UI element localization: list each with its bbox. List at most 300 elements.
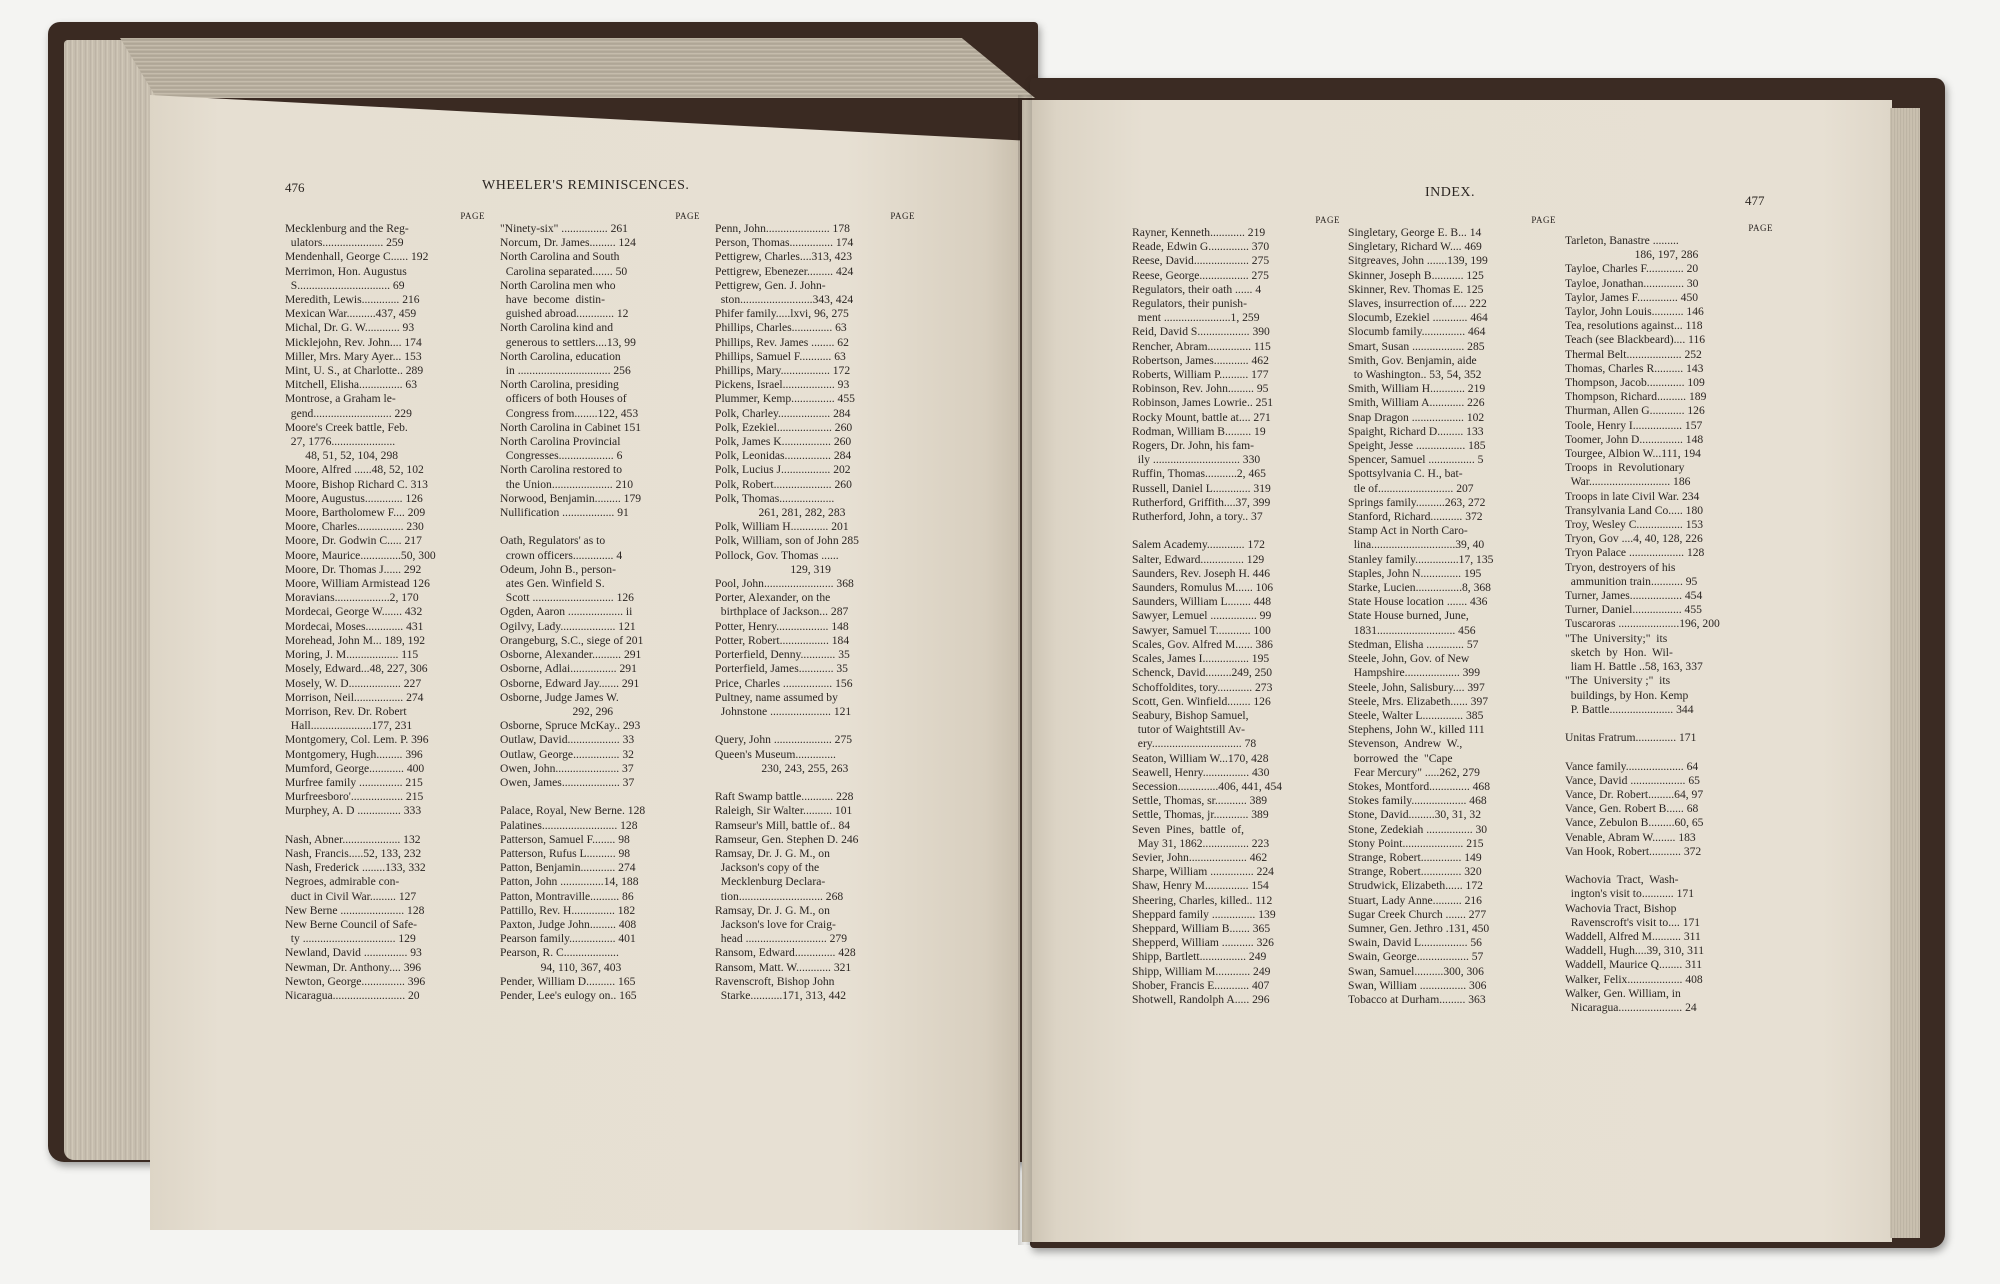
- index-entry: Murfreesboro'.................. 215: [285, 790, 424, 804]
- index-entry: Sevier, John.................... 462: [1132, 850, 1268, 864]
- index-entry: Mumford, George............ 400: [285, 761, 425, 775]
- index-entry: Pickens, Israel.................. 93: [715, 378, 850, 392]
- index-entry: Skinner, Joseph B........... 125: [1348, 268, 1484, 282]
- index-entry: Singletary, George E. B... 14: [1348, 226, 1482, 239]
- index-entry: Vance, Gen. Robert B...... 68: [1565, 802, 1699, 816]
- index-entry: Stone, Zedekiah ................ 30: [1348, 822, 1488, 836]
- index-entry: Rencher, Abram............... 115: [1132, 339, 1271, 353]
- index-entry: Porterfield, Denny............ 35: [715, 648, 850, 662]
- index-entry: Starke...........171, 313, 442: [715, 988, 847, 1002]
- index-entry: [1565, 745, 1773, 759]
- index-entry: Murfree family ............... 215: [285, 775, 423, 789]
- index-entry: Sheppard family ............... 139: [1132, 907, 1276, 921]
- index-entry: Polk, William, son of John 285: [715, 534, 859, 548]
- index-entry: Smith, William A............ 226: [1348, 396, 1485, 410]
- index-entry: officers of both Houses of: [500, 392, 627, 406]
- index-entry: Van Hook, Robert........... 372: [1565, 844, 1702, 858]
- index-entry: Shipp, Bartlett................ 249: [1132, 950, 1267, 964]
- index-entry: Rutherford, John, a tory.. 37: [1132, 510, 1263, 524]
- right-page-edges: [1890, 108, 1920, 1238]
- index-entry: Rutherford, Griffith....37, 399: [1132, 495, 1271, 509]
- index-entry: Secession..............406, 441, 454: [1132, 779, 1283, 793]
- index-entry: Sawyer, Samuel T............ 100: [1132, 623, 1271, 637]
- index-entry: Regulators, their punish-: [1132, 297, 1247, 311]
- index-entry: Montgomery, Col. Lem. P. 396: [285, 733, 429, 747]
- index-entry: guished abroad............. 12: [500, 307, 629, 321]
- index-entry: [500, 520, 700, 534]
- index-entry: 129, 319: [715, 562, 831, 576]
- index-entry: Vance family.................... 64: [1565, 759, 1699, 773]
- index-entry: Nash, Abner.................... 132: [285, 832, 421, 846]
- top-page-edges: [120, 38, 1035, 98]
- index-entry: Vance, Zebulon B.........60, 65: [1565, 816, 1704, 830]
- index-entry: Seven Pines, battle of,: [1132, 822, 1245, 836]
- index-entry: Ruffin, Thomas...........2, 465: [1132, 467, 1266, 481]
- index-entry: Tobacco at Durham......... 363: [1348, 992, 1486, 1006]
- right-index-column-1: [1132, 214, 1340, 1007]
- index-entry: Steele, John, Gov. of New: [1348, 652, 1470, 666]
- index-entry: Strudwick, Elizabeth...... 172: [1348, 879, 1483, 893]
- index-entry: Patterson, Rufus L.......... 98: [500, 846, 631, 860]
- index-entry: Robinson, Rev. John......... 95: [1132, 382, 1269, 396]
- index-entry: New Berne ...................... 128: [285, 903, 425, 917]
- index-entry: Regulators, their oath ...... 4: [1132, 282, 1262, 296]
- index-entry: Seawell, Henry................ 430: [1132, 765, 1270, 779]
- index-entry: Stedman, Elisha ............. 57: [1348, 637, 1479, 651]
- index-entry: North Carolina Provincial: [500, 435, 621, 449]
- index-entry: Moore's Creek battle, Feb.: [285, 420, 408, 434]
- index-entry: Hall.....................177, 231: [285, 719, 413, 733]
- index-entry: Saunders, Romulus M...... 106: [1132, 581, 1274, 595]
- index-entry: Shaw, Henry M............... 154: [1132, 879, 1269, 893]
- index-entry: Moring, J. M.................. 115: [285, 648, 419, 662]
- index-entry: Palace, Royal, New Berne. 128: [500, 804, 646, 818]
- index-entry: Pultney, name assumed by: [715, 690, 838, 704]
- index-entry: Palatines.......................... 128: [500, 818, 638, 832]
- index-entry: North Carolina, presiding: [500, 378, 619, 392]
- index-entry: Patton, John ...............14, 188: [500, 875, 639, 889]
- index-entry: Transylvania Land Co..... 180: [1565, 503, 1704, 517]
- book-gutter: [1018, 95, 1032, 1245]
- page-column-header: PAGE: [460, 211, 485, 221]
- index-entry: Osborne, Spruce McKay.. 293: [500, 719, 641, 733]
- index-entry: ily .............................. 330: [1132, 453, 1261, 467]
- index-entry: Ramsay, Dr. J. G. M., on: [715, 846, 830, 860]
- index-entry: May 31, 1862................ 223: [1132, 836, 1270, 850]
- index-entry: Waddell, Maurice Q........ 311: [1565, 958, 1703, 972]
- index-entry: Porter, Alexander, on the: [715, 591, 831, 605]
- index-entry: Montrose, a Graham le-: [285, 392, 396, 406]
- index-entry: Moore, Charles................ 230: [285, 520, 424, 534]
- index-entry: gend........................... 229: [285, 406, 412, 420]
- index-entry: Murphey, A. D ............... 333: [285, 804, 422, 818]
- index-entry: buildings, by Hon. Kemp: [1565, 688, 1689, 702]
- index-entry: Hampshire................... 399: [1348, 666, 1481, 680]
- index-entry: Jackson's love for Craig-: [715, 917, 836, 931]
- index-entry: Saunders, William L........ 448: [1132, 595, 1272, 609]
- index-entry: Polk, James K................. 260: [715, 435, 852, 449]
- index-entry: Pettigrew, Charles....313, 423: [715, 250, 853, 264]
- index-entry: Polk, Leonidas................ 284: [715, 449, 852, 463]
- index-entry: Swan, William ................ 306: [1348, 978, 1487, 992]
- index-entry: Queen's Museum..............: [715, 747, 836, 761]
- index-entry: Mordecai, George W....... 432: [285, 605, 423, 619]
- index-entry: Troy, Wesley C................ 153: [1565, 518, 1704, 532]
- index-entry: Tea, resolutions against... 118: [1565, 319, 1703, 333]
- index-entry: Morehead, John M... 189, 192: [285, 633, 426, 647]
- index-entry: Sitgreaves, John .......139, 199: [1348, 254, 1488, 268]
- index-entry: Polk, William H............. 201: [715, 520, 849, 534]
- index-entry: Ransom, Matt. W............ 321: [715, 960, 852, 974]
- index-entry: Strange, Robert.............. 320: [1348, 865, 1482, 879]
- index-entry: Congresses................... 6: [500, 449, 623, 463]
- index-entry: Moore, Bishop Richard C. 313: [285, 477, 428, 491]
- index-entry: Osborne, Adlai................ 291: [500, 662, 637, 676]
- index-entry: Teach (see Blackbeard).... 116: [1565, 333, 1706, 347]
- index-entry: tle of.......................... 207: [1348, 481, 1474, 495]
- index-entry: lina.............................39, 40: [1348, 538, 1485, 552]
- index-entry: Slocumb, Ezekiel ............ 464: [1348, 311, 1488, 325]
- index-entry: Raft Swamp battle........... 228: [715, 790, 854, 804]
- index-entry: Staples, John N.............. 195: [1348, 566, 1482, 580]
- index-entry: Moore, Maurice..............50, 300: [285, 548, 436, 562]
- index-entry: liam H. Battle ..58, 163, 337: [1565, 660, 1703, 674]
- index-entry: 261, 281, 282, 283: [715, 506, 846, 520]
- index-entry: tion............................. 268: [715, 889, 844, 903]
- index-entry: [715, 776, 915, 790]
- page-column-header: PAGE: [890, 211, 915, 221]
- index-entry: Morrison, Neil................. 274: [285, 690, 424, 704]
- index-entry: 186, 197, 286: [1565, 248, 1699, 262]
- index-entry: North Carolina in Cabinet 151: [500, 420, 642, 434]
- index-entry: Polk, Thomas...................: [715, 491, 835, 505]
- index-entry: Waddell, Hugh....39, 310, 311: [1565, 944, 1705, 958]
- index-entry: Ravenscroft, Bishop John: [715, 974, 835, 988]
- index-entry: ammunition train........... 95: [1565, 574, 1698, 588]
- index-entry: 230, 243, 255, 263: [715, 761, 849, 775]
- index-entry: Starke, Lucien................8, 368: [1348, 581, 1491, 595]
- index-entry: Shipp, William M............ 249: [1132, 964, 1271, 978]
- index-entry: Phifer family.....lxvi, 96, 275: [715, 307, 849, 321]
- index-entry: Walker, Felix................... 408: [1565, 972, 1703, 986]
- page-column-header: PAGE: [1315, 215, 1340, 225]
- index-entry: Paxton, Judge John......... 408: [500, 917, 637, 931]
- index-entry: Newton, George............... 396: [285, 974, 426, 988]
- index-entry: Rocky Mount, battle at.... 271: [1132, 410, 1271, 424]
- index-entry: Spaight, Richard D......... 133: [1348, 424, 1484, 438]
- index-entry: Pool, John........................ 368: [715, 577, 854, 591]
- left-page-edges: [64, 40, 160, 1160]
- index-entry: Turner, James.................. 454: [1565, 589, 1703, 603]
- index-entry: sketch by Hon. Wil-: [1565, 645, 1673, 659]
- index-entry: Shotwell, Randolph A..... 296: [1132, 992, 1270, 1006]
- index-entry: Tryon, destroyers of his: [1565, 560, 1676, 574]
- index-entry: Ransom, Edward.............. 428: [715, 946, 856, 960]
- index-entry: Stamp Act in North Caro-: [1348, 524, 1468, 538]
- index-entry: Owen, James.................... 37: [500, 775, 635, 789]
- index-entry: Toomer, John D............... 148: [1565, 432, 1704, 446]
- index-entry: Singletary, Richard W.... 469: [1348, 240, 1482, 254]
- index-entry: Moore, Augustus............. 126: [285, 491, 423, 505]
- index-entry: ston.........................343, 424: [715, 293, 854, 307]
- index-entry: Nash, Frederick ........133, 332: [285, 861, 426, 875]
- index-entry: Ogden, Aaron ................... ii: [500, 605, 633, 619]
- index-entry: Seaton, William W...170, 428: [1132, 751, 1269, 765]
- index-entry: Mitchell, Elisha............... 63: [285, 378, 418, 392]
- index-entry: Stanley family...............17, 135: [1348, 552, 1494, 566]
- right-page-number: 477: [1745, 193, 1765, 208]
- index-entry: 27, 1776......................: [285, 435, 396, 449]
- index-entry: [285, 819, 485, 833]
- index-entry: [715, 719, 915, 733]
- index-entry: [500, 790, 700, 804]
- index-entry: Merrimon, Hon. Augustus: [285, 264, 407, 278]
- index-entry: Carolina separated....... 50: [500, 264, 628, 278]
- index-entry: Stone, David.........30, 31, 32: [1348, 808, 1481, 822]
- index-entry: Pollock, Gov. Thomas ......: [715, 548, 839, 562]
- index-entry: Patterson, Samuel F........ 98: [500, 832, 630, 846]
- index-entry: Strange, Robert.............. 149: [1348, 850, 1482, 864]
- index-entry: Reese, George................. 275: [1132, 268, 1269, 282]
- index-entry: Phillips, Charles.............. 63: [715, 321, 847, 335]
- index-entry: Reese, David................... 275: [1132, 254, 1270, 268]
- index-entry: North Carolina kind and: [500, 321, 614, 335]
- index-entry: North Carolina restored to: [500, 463, 623, 477]
- index-entry: in ................................ 256: [500, 364, 631, 378]
- index-entry: Sheppard, William B....... 365: [1132, 921, 1271, 935]
- index-entry: Person, Thomas............... 174: [715, 236, 854, 250]
- index-entry: Newland, David ............... 93: [285, 946, 422, 960]
- index-entry: the Union..................... 210: [500, 477, 633, 491]
- index-entry: borrowed the "Cape: [1348, 751, 1453, 765]
- index-entry: Mordecai, Moses............. 431: [285, 619, 424, 633]
- index-entry: Salter, Edward............... 129: [1132, 552, 1265, 566]
- index-entry: Sharpe, William ............... 224: [1132, 865, 1274, 879]
- index-entry: Venable, Abram W........ 183: [1565, 830, 1696, 844]
- index-entry: Rogers, Dr. John, his fam-: [1132, 439, 1255, 453]
- index-entry: [1132, 524, 1340, 538]
- index-entry: Meredith, Lewis............. 216: [285, 293, 420, 307]
- index-entry: Vance, Dr. Robert.........64, 97: [1565, 787, 1704, 801]
- index-entry: Negroes, admirable con-: [285, 875, 400, 889]
- index-entry: Schenck, David.........249, 250: [1132, 666, 1273, 680]
- index-entry: "Ninety-six" ................ 261: [500, 222, 628, 235]
- index-entry: Swan, Samuel..........300, 306: [1348, 964, 1484, 978]
- index-entry: Mint, U. S., at Charlotte.. 289: [285, 364, 424, 378]
- index-entry: Salem Academy............. 172: [1132, 538, 1265, 552]
- index-entry: Moore, Alfred ......48, 52, 102: [285, 463, 424, 477]
- index-entry: Settle, Thomas, jr............ 389: [1132, 808, 1269, 822]
- index-entry: State House burned, June,: [1348, 609, 1469, 623]
- index-entry: "The University ;" its: [1565, 674, 1671, 688]
- right-running-head: INDEX.: [1425, 185, 1476, 200]
- index-entry: Nullification .................. 91: [500, 506, 629, 520]
- index-entry: Outlaw, George................ 32: [500, 747, 634, 761]
- left-page-number: 476: [285, 180, 305, 195]
- index-entry: Phillips, Rev. James ........ 62: [715, 335, 849, 349]
- index-entry: Ramseur, Gen. Stephen D. 246: [715, 832, 859, 846]
- index-entry: ment .......................1, 259: [1132, 311, 1260, 325]
- index-entry: Ogilvy, Lady................... 121: [500, 619, 636, 633]
- index-entry: Pender, Lee's eulogy on.. 165: [500, 988, 637, 1002]
- index-entry: Mexican War..........437, 459: [285, 307, 417, 321]
- page-column-header: PAGE: [675, 211, 700, 221]
- index-entry: duct in Civil War......... 127: [285, 889, 417, 903]
- index-entry: Osborne, Alexander.......... 291: [500, 648, 642, 662]
- index-entry: Wachovia Tract, Wash-: [1565, 873, 1679, 887]
- index-entry: Turner, Daniel................. 455: [1565, 603, 1702, 617]
- index-entry: Phillips, Mary................. 172: [715, 364, 851, 378]
- index-entry: Pender, William D.......... 165: [500, 974, 636, 988]
- index-entry: Tarleton, Banastre .........: [1565, 234, 1679, 247]
- index-entry: Mecklenburg and the Reg-: [285, 222, 409, 235]
- index-entry: Robinson, James Lowrie.. 251: [1132, 396, 1274, 410]
- index-entry: Stokes family................... 468: [1348, 794, 1487, 808]
- index-entry: Norwood, Benjamin......... 179: [500, 491, 642, 505]
- index-entry: Thurman, Allen G............ 126: [1565, 404, 1705, 418]
- index-entry: "The University;" its: [1565, 631, 1668, 645]
- index-entry: [1565, 859, 1773, 873]
- index-entry: Michal, Dr. G. W............ 93: [285, 321, 415, 335]
- index-entry: Osborne, Judge James W.: [500, 690, 619, 704]
- index-entry: Price, Charles ................. 156: [715, 676, 853, 690]
- index-entry: Mendenhall, George C...... 192: [285, 250, 429, 264]
- index-entry: Tayloe, Jonathan.............. 30: [1565, 276, 1699, 290]
- index-entry: War............................ 186: [1565, 475, 1691, 489]
- index-entry: Walker, Gen. William, in: [1565, 986, 1681, 1000]
- index-entry: Steele, Mrs. Elizabeth...... 397: [1348, 694, 1489, 708]
- index-entry: Jackson's copy of the: [715, 861, 820, 875]
- index-entry: Pattillo, Rev. H............... 182: [500, 903, 636, 917]
- index-entry: Moore, Dr. Godwin C..... 217: [285, 534, 422, 548]
- index-entry: Tuscaroras .....................196, 200: [1565, 617, 1720, 631]
- index-entry: Odeum, John B., person-: [500, 562, 616, 576]
- index-entry: ates Gen. Winfield S.: [500, 577, 605, 591]
- index-entry: Miller, Mrs. Mary Ayer... 153: [285, 349, 422, 363]
- index-entry: Scott, Gen. Winfield........ 126: [1132, 694, 1271, 708]
- index-entry: P. Battle...................... 344: [1565, 702, 1694, 716]
- index-entry: Shepperd, William ........... 326: [1132, 936, 1274, 950]
- index-entry: Seabury, Bishop Samuel,: [1132, 708, 1249, 722]
- index-entry: Unitas Fratrum.............. 171: [1565, 731, 1697, 745]
- index-entry: Norcum, Dr. James......... 124: [500, 236, 636, 250]
- index-entry: Steele, Walter L.............. 385: [1348, 708, 1484, 722]
- index-entry: Congress from........122, 453: [500, 406, 639, 420]
- index-entry: Polk, Robert.................... 260: [715, 477, 852, 491]
- index-entry: Slaves, insurrection of..... 222: [1348, 297, 1487, 311]
- index-entry: birthplace of Jackson... 287: [715, 605, 849, 619]
- index-entry: Nicaragua...................... 24: [1565, 1000, 1697, 1014]
- index-entry: Potter, Henry.................. 148: [715, 619, 849, 633]
- index-entry: Raleigh, Sir Walter.......... 101: [715, 804, 853, 818]
- index-entry: Reid, David S.................. 390: [1132, 325, 1270, 339]
- index-entry: Thompson, Richard.......... 189: [1565, 390, 1707, 404]
- index-entry: 292, 296: [500, 704, 614, 718]
- index-entry: Micklejohn, Rev. John.... 174: [285, 335, 422, 349]
- index-entry: Sawyer, Lemuel ................ 99: [1132, 609, 1272, 623]
- index-entry: Skinner, Rev. Thomas E. 125: [1348, 282, 1484, 296]
- index-entry: Tryon Palace ................... 128: [1565, 546, 1705, 560]
- index-entry: Mosely, W. D.................. 227: [285, 676, 422, 690]
- index-entry: 48, 51, 52, 104, 298: [285, 449, 399, 463]
- index-entry: Stuart, Lady Anne.......... 216: [1348, 893, 1482, 907]
- index-entry: Roberts, William P.......... 177: [1132, 368, 1269, 382]
- index-entry: Saunders, Rev. Joseph H. 446: [1132, 566, 1271, 580]
- index-entry: Sumner, Gen. Jethro .131, 450: [1348, 921, 1490, 935]
- index-entry: Waddell, Alfred M.......... 311: [1565, 929, 1701, 943]
- index-entry: Oath, Regulators' as to: [500, 534, 606, 548]
- index-entry: Spencer, Samuel ................ 5: [1348, 453, 1484, 467]
- index-entry: Slocumb family............... 464: [1348, 325, 1486, 339]
- page-column-header: PAGE: [1531, 215, 1556, 225]
- index-entry: Pearson family................ 401: [500, 932, 636, 946]
- index-entry: Springs family..........263, 272: [1348, 495, 1486, 509]
- index-entry: Polk, Lucius J................. 202: [715, 463, 851, 477]
- index-entry: Smith, Gov. Benjamin, aide: [1348, 353, 1477, 367]
- index-entry: Osborne, Edward Jay....... 291: [500, 676, 640, 690]
- index-entry: Steele, John, Salisbury.... 397: [1348, 680, 1485, 694]
- index-entry: Stokes, Montford.............. 468: [1348, 779, 1491, 793]
- index-entry: head ............................ 279: [715, 932, 848, 946]
- index-entry: Scales, James I................ 195: [1132, 652, 1270, 666]
- index-entry: Taylor, John Louis........... 146: [1565, 305, 1704, 319]
- index-entry: Patton, Benjamin............ 274: [500, 861, 636, 875]
- index-entry: Stanford, Richard........... 372: [1348, 510, 1483, 524]
- index-entry: Johnstone ..................... 121: [715, 704, 852, 718]
- index-entry: Sheering, Charles, killed.. 112: [1132, 893, 1273, 907]
- index-entry: Scales, Gov. Alfred M...... 386: [1132, 637, 1273, 651]
- index-entry: Porterfield, James............ 35: [715, 662, 848, 676]
- index-entry: Shober, Francis E............ 407: [1132, 978, 1270, 992]
- index-entry: Nash, Francis.....52, 133, 232: [285, 846, 422, 860]
- index-entry: Newman, Dr. Anthony.... 396: [285, 960, 422, 974]
- index-entry: Polk, Ezekiel................... 260: [715, 420, 853, 434]
- index-entry: Wachovia Tract, Bishop: [1565, 901, 1677, 915]
- index-entry: to Washington.. 53, 54, 352: [1348, 368, 1482, 382]
- index-entry: crown officers.............. 4: [500, 548, 623, 562]
- index-entry: Montgomery, Hugh......... 396: [285, 747, 423, 761]
- index-entry: Polk, Charley.................. 284: [715, 406, 851, 420]
- index-entry: New Berne Council of Safe-: [285, 917, 417, 931]
- index-entry: Speight, Jesse ................. 185: [1348, 439, 1486, 453]
- index-entry: Moore, Dr. Thomas J...... 292: [285, 562, 422, 576]
- index-entry: Thomas, Charles R.......... 143: [1565, 361, 1704, 375]
- index-entry: Schoffoldites, tory............ 273: [1132, 680, 1273, 694]
- index-entry: Spottsylvania C. H., bat-: [1348, 467, 1463, 481]
- index-entry: tutor of Waightstill Av-: [1132, 723, 1245, 737]
- index-entry: Stephens, John W., killed 111: [1348, 723, 1485, 737]
- index-entry: Potter, Robert................. 184: [715, 633, 850, 647]
- index-entry: Rodman, William B......... 19: [1132, 424, 1266, 438]
- index-entry: Pettigrew, Gen. J. John-: [715, 278, 826, 292]
- index-entry: Query, John .................... 275: [715, 733, 853, 747]
- index-entry: Pearson, R. C...................: [500, 946, 619, 960]
- index-entry: S................................ 69: [285, 278, 405, 292]
- index-entry: Scott ............................ 126: [500, 591, 634, 605]
- index-entry: Rayner, Kenneth............ 219: [1132, 226, 1266, 239]
- index-entry: Penn, John...................... 178: [715, 222, 850, 235]
- index-entry: Toole, Henry I................. 157: [1565, 418, 1703, 432]
- index-entry: Orangeburg, S.C., siege of 201: [500, 633, 644, 647]
- index-entry: Phillips, Samuel F........... 63: [715, 349, 846, 363]
- index-entry: Nicaragua......................... 20: [285, 988, 420, 1002]
- index-entry: Patton, Montraville.......... 86: [500, 889, 634, 903]
- left-running-head: WHEELER'S REMINISCENCES.: [482, 178, 690, 193]
- index-entry: Russell, Daniel L............. 319: [1132, 481, 1271, 495]
- index-entry: Sugar Creek Church ....... 277: [1348, 907, 1487, 921]
- index-entry: State House location ....... 436: [1348, 595, 1488, 609]
- index-entry: Swain, David L................ 56: [1348, 936, 1482, 950]
